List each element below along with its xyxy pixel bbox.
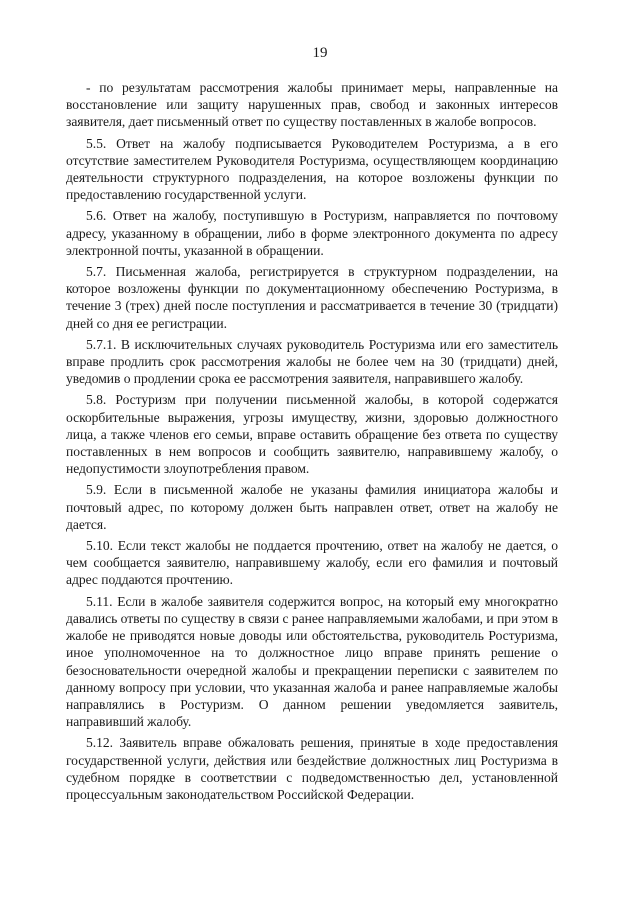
paragraph-5-11: 5.11. Если в жалобе заявителя содержится вопрос, на который ему многократно давались ответы по существу в связи с ранее направляемыми жалобами, и при этом в жалобе не приводятся новые доводы или обстоятельства, руководитель Ростуризма, иное уполномоченное на то должностное лицо вправе принять решение о безосновательности очередной жалобы и прекращении переписки с заявителем по данному вопросу при условии, что указанная жалоба и ранее направляемые жалобы направлялись в Ростуризм. О данном решении уведомляется заявитель, направивший жалобу. [66, 593, 558, 730]
paragraph-5-8: 5.8. Ростуризм при получении письменной жалобы, в которой содержатся оскорбительные выражения, угрозы имуществу, жизни, здоровью должностного лица, а также членов его семьи, вправе оставить обращение без ответа по существу поставленных в нем вопросов и сообщить заявителю, направившему жалобу, о недопустимости злоупотребления правом. [66, 392, 558, 477]
paragraph-5-5: 5.5. Ответ на жалобу подписывается Руководителем Ростуризма, а в его отсутствие заместителем Руководителя Ростуризма, осуществляющем координацию деятельности структурного подразделения, на которое возложены функции по предоставлению государственной услуги. [66, 135, 558, 203]
paragraph-5-10: 5.10. Если текст жалобы не поддается прочтению, ответ на жалобу не дается, о чем сообщается заявителю, направившему жалобу, если его фамилия и почтовый адрес поддаются прочтению. [66, 538, 558, 588]
document-body [66, 79, 558, 807]
paragraph-5-6: 5.6. Ответ на жалобу, поступившую в Ростуризм, направляется по почтовому адресу, указанному в обращении, либо в форме электронного документа по адресу электронной почты, указанной в обращении. [66, 208, 558, 258]
paragraph-5-7-1: 5.7.1. В исключительных случаях руководитель Ростуризма или его заместитель вправе продлить срок рассмотрения жалобы не более чем на 30 (тридцати) дней, уведомив о продлении срока ее рассмотрения заявителя, направившего жалобу. [66, 336, 558, 387]
paragraph-5-12: 5.12. Заявитель вправе обжаловать решения, принятые в ходе предоставления государственной услуги, действия или бездействие должностных лиц Ростуризма в судебном порядке в соответствии с подведомственностью дел, установленной процессуальным законодательством Российской Федерации. [66, 735, 558, 802]
paragraph-5-7: 5.7. Письменная жалоба, регистрируется в структурном подразделении, на которое возложены функции по документационному обеспечению Ростуризма, в течение 3 (трех) дней после поступления и рассматривается в течение 30 (тридцати) дней со дня ее регистрации. [66, 264, 558, 331]
page-number: 19 [312, 45, 328, 61]
paragraph-5-9: 5.9. Если в письменной жалобе не указаны фамилия инициатора жалобы и почтовый адрес, по которому должен быть направлен ответ, ответ на жалобу не дается. [66, 482, 558, 532]
paragraph-measures: - по результатам рассмотрения жалобы принимает меры, направленные на восстановление или защиту нарушенных прав, свобод и законных интересов заявителя, дает письменный ответ по существу поставленных в жалобе вопросов. [66, 80, 558, 130]
